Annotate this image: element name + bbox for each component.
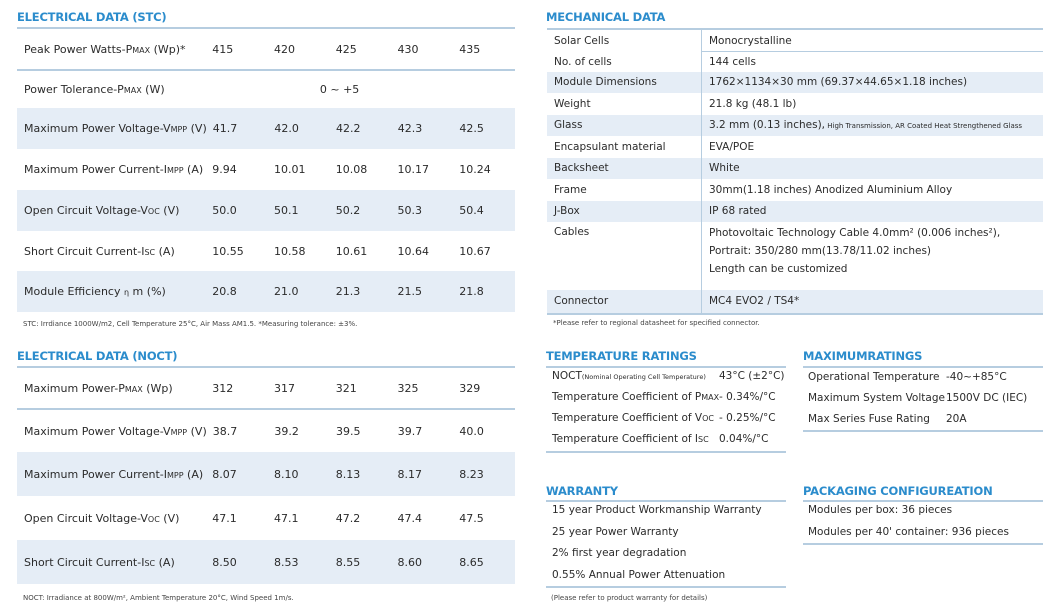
row-label: Encapsulant material — [554, 141, 666, 153]
warranty-section-title: WARRANTY — [546, 484, 618, 498]
row-value: - 0.25%/°C — [719, 412, 776, 424]
noct-row-impp — [17, 452, 515, 496]
cell-value: 312 — [212, 381, 234, 395]
warranty-footnote: (Please refer to product warranty for details) — [551, 594, 708, 602]
noct-footnote: NOCT: Irradiance at 800W/m², Ambient Temperature 20°C, Wind Speed 1m/s. — [23, 594, 294, 602]
mech-row-weight — [547, 93, 1043, 115]
cell-value: 10.24 — [459, 163, 491, 176]
cell-value: 329 — [459, 381, 481, 395]
mech-row-module-dimensions — [547, 72, 1043, 93]
row-value: White — [709, 162, 740, 174]
cell-value: 10.55 — [212, 244, 244, 258]
cell-value: 10.01 — [273, 163, 306, 176]
row-label: Maximum Power Voltage-VMPP (V) — [24, 122, 207, 135]
noct-row-voc — [17, 496, 515, 540]
packaging-section-title: PACKAGING CONFIGUREATION — [803, 484, 993, 498]
row-label: Open Circuit Voltage-VOC (V) — [24, 511, 180, 525]
row-label: Backsheet — [554, 162, 609, 174]
row-value: IP 68 rated — [709, 205, 767, 217]
cell-value: 10.67 — [459, 244, 491, 258]
packaging-item: Modules per 40' container: 936 pieces — [808, 526, 1009, 538]
maximum-bottom-rule — [803, 430, 1043, 432]
mech-row-jbox — [547, 201, 1043, 222]
cell-value: 10.64 — [397, 244, 429, 258]
stc-row-impp — [17, 149, 515, 190]
cell-value: 10.08 — [335, 163, 368, 176]
cell-value: 50.4 — [459, 204, 484, 217]
mech-row-cables — [547, 222, 1043, 286]
mechanical-section-title: MECHANICAL DATA — [546, 10, 666, 24]
row-label: Connector — [554, 295, 609, 307]
cell-value: 21.8 — [459, 285, 484, 298]
packaging-top-rule — [803, 500, 1043, 502]
row-value: Monocrystalline — [709, 35, 792, 47]
cell-value: 430 — [397, 42, 419, 56]
mechanical-footnote: *Please refer to regional datasheet for specified connector. — [553, 319, 760, 327]
row-label: Temperature Coefficient of PMAX — [552, 391, 720, 403]
row-label: Frame — [554, 184, 587, 196]
cell-value: 50.2 — [335, 204, 361, 217]
row-value: -40~+85°C — [946, 371, 1007, 383]
stc-row-voc — [17, 190, 515, 231]
noct-row-isc — [17, 540, 515, 584]
cell-value: 8.60 — [397, 555, 422, 569]
stc-row-efficiency — [17, 271, 515, 312]
packaging-bottom-rule — [803, 543, 1043, 545]
cell-value: 40.0 — [459, 424, 484, 438]
cell-value: 42.3 — [397, 122, 423, 135]
row-value: 0.04%/°C — [719, 433, 769, 445]
noct-row-vmpp — [17, 410, 515, 452]
mech-row-solar-cells — [547, 31, 1043, 51]
warranty-item: 2% first year degradation — [552, 547, 687, 559]
row-value: 3.2 mm (0.13 inches), High Transmission, AR Coated Heat Strengthened Glass — [709, 119, 1023, 131]
row-value: 1762×1134×30 mm (69.37×44.65×1.18 inches) — [709, 76, 968, 88]
cell-value: 20.8 — [212, 285, 237, 298]
mechanical-top-rule — [547, 28, 1043, 30]
packaging-item: Modules per box: 36 pieces — [808, 504, 953, 516]
row-label: Maximum Power Current-IMPP (A) — [24, 467, 204, 481]
cell-value: 42.5 — [459, 122, 484, 135]
row-label: Maximum Power Voltage-VMPP (V) — [24, 424, 207, 438]
stc-row-isc — [17, 231, 515, 271]
row-value: - 0.34%/°C — [719, 391, 776, 403]
warranty-item: 15 year Product Workmanship Warranty — [552, 504, 762, 516]
stc-footnote: STC: Irrdiance 1000W/m2, Cell Temperature 25°C, Air Mass AM1.5. *Measuring tolerance: ±3%. — [23, 320, 358, 328]
row-label: Power Tolerance-PMAX (W) — [24, 83, 165, 96]
cell-value: 47.4 — [397, 511, 422, 525]
cell-value: 8.53 — [273, 555, 299, 569]
row-label: Temperature Coefficient of ISC — [552, 433, 709, 445]
cell-value: 425 — [335, 42, 357, 56]
cell-value: 415 — [212, 42, 234, 56]
row-label: No. of cells — [554, 56, 612, 68]
row-label: Max Series Fuse Rating — [808, 413, 930, 425]
cell-value: 10.58 — [273, 244, 306, 258]
cell-value: 8.13 — [335, 467, 361, 481]
cell-value: 47.5 — [459, 511, 484, 525]
cell-value: 50.0 — [212, 204, 237, 217]
warranty-item: 0.55% Annual Power Attenuation — [552, 569, 726, 581]
row-label: Weight — [554, 98, 591, 110]
mech-row-no-of-cells — [547, 52, 1043, 72]
row-label: Short Circuit Current-ISC (A) — [24, 244, 175, 258]
cell-value: 8.23 — [459, 467, 484, 481]
cell-value: 39.5 — [336, 424, 361, 438]
cell-value: 38.7 — [212, 424, 238, 438]
row-label: Maximum Power Current-IMPP (A) — [24, 163, 204, 176]
cell-value: 41.7 — [212, 122, 238, 135]
noct-row-pmax — [17, 368, 515, 408]
temperature-section-title: TEMPERATURE RATINGS — [546, 349, 697, 363]
cell-value: 8.10 — [273, 467, 299, 481]
cell-value: 42.0 — [274, 122, 299, 135]
warranty-top-rule — [546, 500, 786, 502]
cell-value: 8.65 — [459, 555, 484, 569]
row-label: Open Circuit Voltage-VOC (V) — [24, 204, 180, 217]
row-label: NOCT(Nominal Operating Cell Temperature) — [552, 370, 706, 382]
stc-row-vmpp — [17, 108, 515, 149]
mech-row-encapsulant — [547, 136, 1043, 158]
cell-value: 8.17 — [397, 467, 422, 481]
row-label: Peak Power Watts-PMAX (Wp)* — [24, 42, 186, 56]
temperature-top-rule — [546, 366, 786, 368]
cell-value-span: 0 ~ +5 — [319, 83, 360, 96]
cell-value: 39.2 — [274, 424, 299, 438]
mech-row-frame — [547, 179, 1043, 201]
row-label: Module Dimensions — [554, 76, 657, 88]
mech-row-glass — [547, 115, 1043, 136]
row-label: Temperature Coefficient of VOC — [552, 412, 715, 424]
cell-value: 21.0 — [273, 285, 299, 298]
cell-value: 435 — [459, 42, 481, 56]
row-value: 30mm(1.18 inches) Anodized Aluminium Alloy — [709, 184, 953, 196]
mechanical-bottom-rule — [547, 313, 1043, 315]
row-label: Short Circuit Current-ISC (A) — [24, 555, 175, 569]
row-value: 20A — [946, 413, 967, 425]
stc-section-title: ELECTRICAL DATA (STC) — [17, 10, 167, 24]
stc-row-power-tolerance — [17, 71, 515, 108]
row-label: J-Box — [554, 205, 580, 217]
maximum-section-title: MAXIMUMRATINGS — [803, 349, 923, 363]
cell-value: 9.94 — [212, 163, 237, 176]
cell-value: 420 — [273, 42, 295, 56]
row-label: Module Efficiency η m (%) — [24, 285, 166, 298]
row-value: MC4 EVO2 / TS4* — [709, 295, 800, 307]
cell-value: 321 — [335, 381, 357, 395]
mech-row-connector — [547, 290, 1043, 313]
cell-value: 8.55 — [335, 555, 361, 569]
cell-value: 39.7 — [397, 424, 423, 438]
row-value: 21.8 kg (48.1 lb) — [709, 98, 797, 110]
row-label: Cables — [554, 226, 590, 238]
cell-value: 50.3 — [397, 204, 422, 217]
row-value: EVA/POE — [709, 141, 755, 153]
row-label: Glass — [554, 119, 583, 131]
row-label: Solar Cells — [554, 35, 610, 47]
cell-value: 317 — [273, 381, 295, 395]
row-value: Photovoltaic Technology Cable 4.0mm² (0.006 inches²), Portrait: 350/280 mm(13.78/11.02 inches) Length can be customized — [709, 227, 1001, 275]
cell-value: 42.2 — [336, 122, 361, 135]
temperature-bottom-rule — [546, 451, 786, 453]
cell-value: 47.1 — [212, 511, 237, 525]
cell-value: 47.1 — [273, 511, 299, 525]
row-label: Maximum Power-PMAX (Wp) — [24, 381, 173, 395]
cell-value: 50.1 — [273, 204, 299, 217]
row-label: Maximum System Voltage — [808, 392, 945, 404]
row-label: Operational Temperature — [808, 371, 940, 383]
stc-row-peak-power — [17, 29, 515, 69]
warranty-bottom-rule — [546, 586, 786, 588]
cell-value: 8.50 — [212, 555, 237, 569]
row-value: 144 cells — [709, 56, 756, 68]
mech-row-backsheet — [547, 158, 1043, 179]
cell-value: 21.3 — [335, 285, 361, 298]
cell-value: 325 — [397, 381, 419, 395]
warranty-item: 25 year Power Warranty — [552, 526, 679, 538]
cell-value: 10.61 — [335, 244, 368, 258]
row-value: 1500V DC (IEC) — [946, 392, 1028, 404]
cell-value: 47.2 — [335, 511, 361, 525]
noct-section-title: ELECTRICAL DATA (NOCT) — [17, 349, 178, 363]
cell-value: 10.17 — [397, 163, 429, 176]
mechanical-column-divider — [701, 29, 702, 314]
row-value: 43°C (±2°C) — [719, 370, 785, 382]
cell-value: 21.5 — [397, 285, 422, 298]
maximum-top-rule — [803, 366, 1043, 368]
cell-value: 8.07 — [212, 467, 237, 481]
